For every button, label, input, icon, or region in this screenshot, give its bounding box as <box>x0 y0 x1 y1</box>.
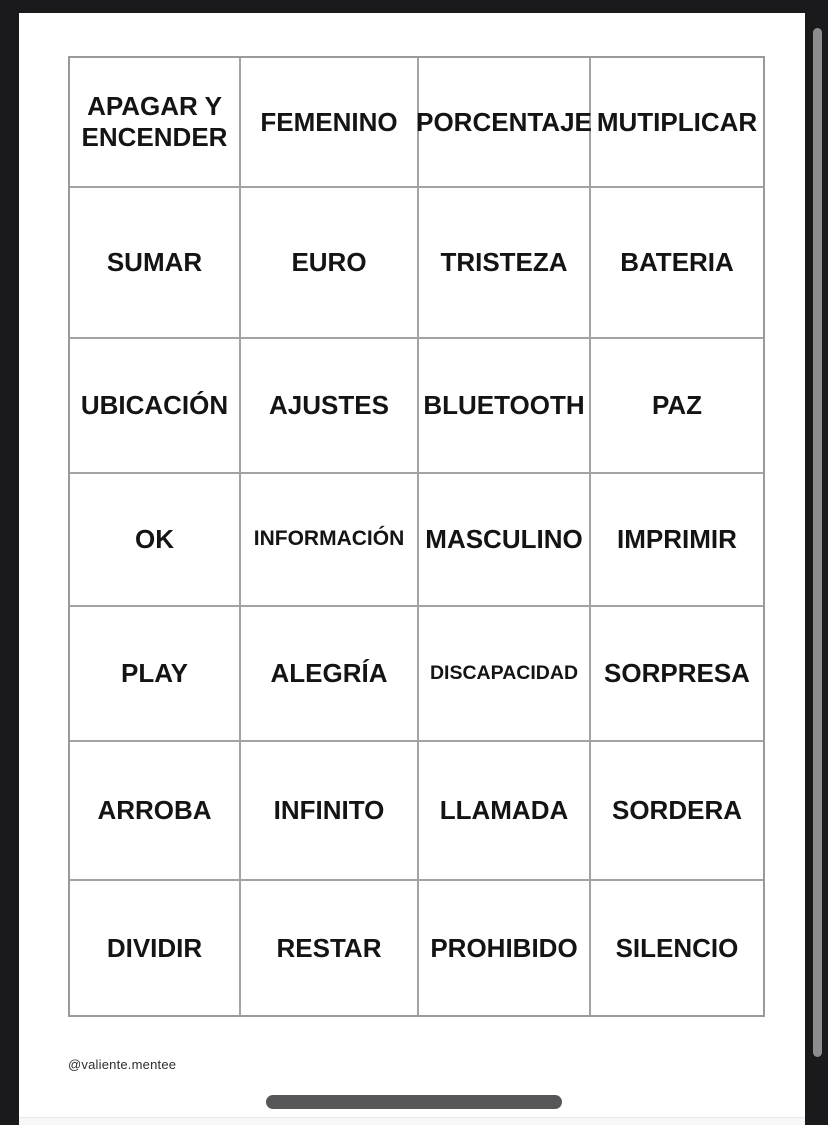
word-cell: SUMAR <box>70 188 241 339</box>
word-cell: MUTIPLICAR <box>591 58 763 188</box>
word-cell: AJUSTES <box>241 339 419 474</box>
page-bottom-edge <box>19 1117 805 1125</box>
word-cell: IMPRIMIR <box>591 474 763 607</box>
word-table <box>68 56 765 1017</box>
vertical-scrollbar-thumb[interactable] <box>813 28 822 1057</box>
word-cell: PROHIBIDO <box>419 881 591 1015</box>
word-cell: ALEGRÍA <box>241 607 419 742</box>
word-cell: FEMENINO <box>241 58 419 188</box>
word-cell: OK <box>70 474 241 607</box>
word-cell: INFINITO <box>241 742 419 881</box>
word-cell: PLAY <box>70 607 241 742</box>
word-cell: SORDERA <box>591 742 763 881</box>
word-cell: PORCENTAJE <box>419 58 591 188</box>
word-cell: BATERIA <box>591 188 763 339</box>
horizontal-scrollbar-thumb[interactable] <box>266 1095 562 1109</box>
word-cell: BLUETOOTH <box>419 339 591 474</box>
word-cell: INFORMACIÓN <box>241 474 419 607</box>
word-cell: MASCULINO <box>419 474 591 607</box>
word-cell: LLAMADA <box>419 742 591 881</box>
word-cell: ARROBA <box>70 742 241 881</box>
word-cell: SORPRESA <box>591 607 763 742</box>
document-page <box>19 13 805 1125</box>
word-cell: DISCAPACIDAD <box>419 607 591 742</box>
word-cell: RESTAR <box>241 881 419 1015</box>
word-cell: PAZ <box>591 339 763 474</box>
word-cell: SILENCIO <box>615 932 739 963</box>
word-cell: TRISTEZA <box>419 188 591 339</box>
word-cell: DIVIDIR <box>70 881 241 1015</box>
word-cell: EURO <box>241 188 419 339</box>
word-cell: APAGAR Y ENCENDER <box>70 58 241 188</box>
watermark-credit: @valiente.mentee <box>68 1057 177 1072</box>
word-cell: UBICACIÓN <box>70 339 241 474</box>
